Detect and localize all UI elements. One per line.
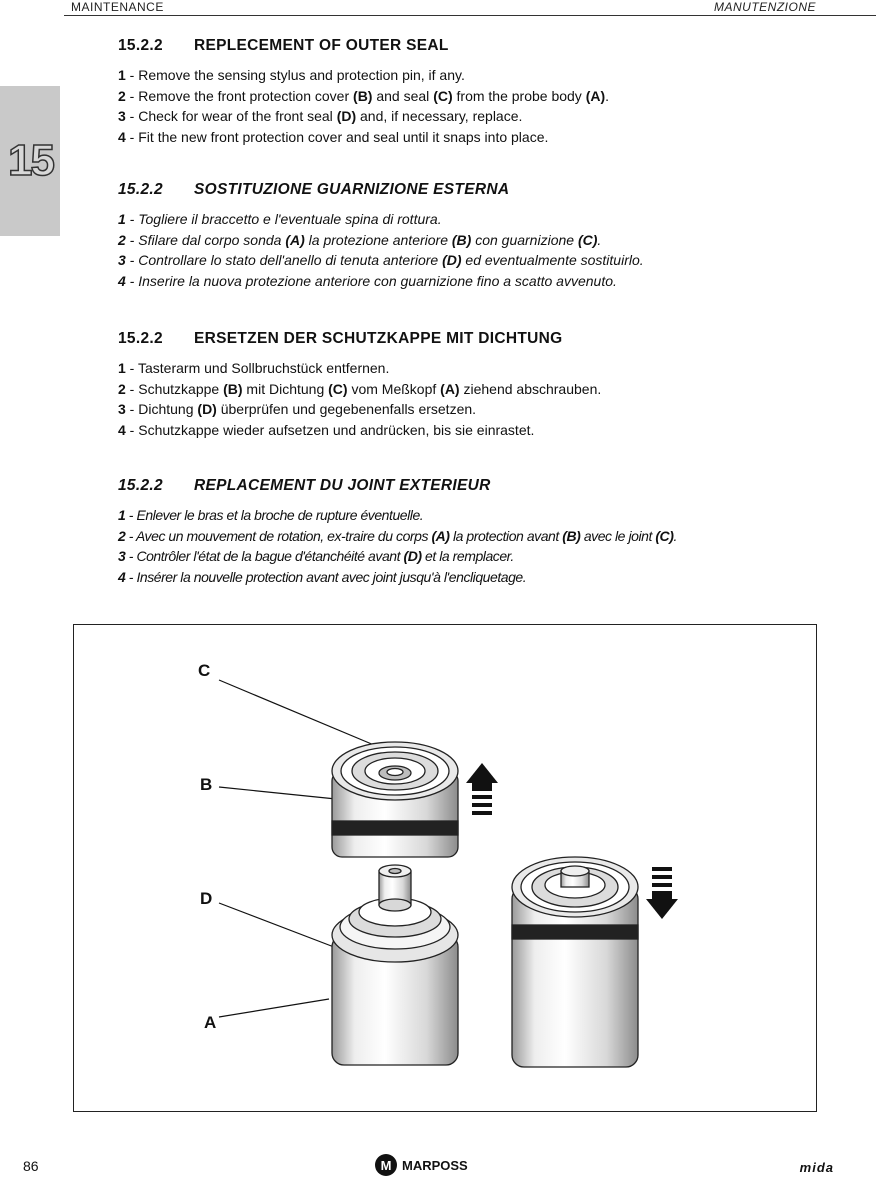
svg-text:M: M	[380, 1158, 392, 1173]
step-number: 1	[118, 211, 126, 227]
step-text: Schutzkappe wieder aufsetzen und andrücken, bis sie einrastet.	[138, 421, 535, 438]
step-item: 3 - Dichtung (D) überprüfen und gegebenenfalls ersetzen.	[118, 401, 477, 417]
section-title: SOSTITUZIONE GUARNIZIONE ESTERNA	[194, 181, 510, 198]
arrow-down-icon	[646, 867, 678, 919]
step-text: überprüfen und gegebenenfalls ersetzen.	[216, 401, 477, 417]
step-text: Check for wear of the front seal	[138, 108, 337, 124]
step-text: .	[597, 231, 602, 248]
step-item: 1 - Togliere il braccetto e l'eventuale spina di rottura.	[118, 211, 442, 227]
step-number: 2	[118, 380, 126, 397]
step-text: Remove the sensing stylus and protection pin, if any.	[138, 67, 465, 83]
step-text: Fit the new front protection cover and seal until it snaps into place.	[138, 128, 549, 145]
probe-body-a	[332, 865, 458, 1065]
step-number: 4	[118, 568, 126, 585]
step-text: Tasterarm und Sollbruchstück entfernen.	[138, 360, 390, 376]
part-reference: (B)	[223, 380, 243, 397]
part-reference: (D)	[336, 108, 357, 124]
section-title: REPLECEMENT OF OUTER SEAL	[194, 37, 449, 54]
section-title: REPLACEMENT DU JOINT EXTERIEUR	[194, 477, 491, 494]
section-heading	[118, 330, 858, 348]
step-item: 3 - Controllare lo stato dell'anello di tenuta anteriore (D) ed eventualmente sostituirlo.	[118, 252, 644, 268]
step-number: 3	[118, 401, 126, 417]
step-text: Dichtung	[138, 401, 198, 417]
step-item: 1 - Tasterarm und Sollbruchstück entfernen.	[118, 360, 390, 376]
step-text: con guarnizione	[471, 231, 578, 248]
step-text: avec le joint	[580, 527, 656, 544]
step-list	[118, 358, 858, 440]
section-number: 15.2.2	[118, 37, 163, 54]
step-item: 4 - Schutzkappe wieder aufsetzen und andrücken, bis sie einrastet.	[118, 421, 535, 438]
protection-cover-b	[332, 742, 458, 857]
step-item: 2 - Remove the front protection cover (B) and seal (C) from the probe body (A).	[118, 87, 610, 104]
step-text: and, if necessary, replace.	[356, 108, 523, 124]
part-reference: (D)	[403, 548, 422, 564]
step-item: 1 - Enlever le bras et la broche de rupture éventuelle.	[118, 507, 424, 523]
figure-label-b: B	[200, 775, 213, 794]
step-number: 2	[118, 231, 126, 248]
step-list	[118, 209, 858, 291]
step-number: 4	[118, 421, 126, 438]
step-text: Inserire la nuova protezione anteriore con guarnizione fino a scatto avvenuto.	[138, 272, 617, 289]
probe-assembly-illustration	[74, 625, 816, 1111]
figure-label-a: A	[204, 1013, 217, 1032]
step-text: Remove the front protection cover	[138, 87, 354, 104]
step-text: la protection avant	[449, 527, 563, 544]
logo-text: MARPOSS	[402, 1158, 468, 1173]
section-number: 15.2.2	[118, 330, 163, 347]
step-text: ed eventualmente sostituirlo.	[461, 252, 644, 268]
part-reference: (A)	[585, 87, 606, 104]
step-text: .	[673, 527, 677, 544]
step-number: 3	[118, 252, 126, 268]
step-item: 4 - Insérer la nouvelle protection avant avec joint jusqu'à l'encliquetage.	[118, 568, 527, 585]
part-reference: (D)	[197, 401, 217, 417]
part-reference: (D)	[442, 252, 462, 268]
part-reference: (C)	[655, 527, 674, 544]
step-text: Enlever le bras et la broche de rupture éventuelle.	[136, 507, 424, 523]
step-list	[118, 65, 858, 147]
part-reference: (A)	[431, 527, 450, 544]
step-item: 2 - Sfilare dal corpo sonda (A) la protezione anteriore (B) con guarnizione (C).	[118, 231, 602, 248]
section-title: ERSETZEN DER SCHUTZKAPPE MIT DICHTUNG	[194, 330, 563, 347]
part-reference: (B)	[451, 231, 472, 248]
step-text: Avec un mouvement de rotation, ex-traire du corps	[135, 527, 432, 544]
step-text: la protezione anteriore	[304, 231, 452, 248]
step-text: Schutzkappe	[138, 380, 224, 397]
assembled-probe	[512, 857, 638, 1067]
step-item: 3 - Check for wear of the front seal (D) and, if necessary, replace.	[118, 108, 523, 124]
section-english	[118, 37, 858, 147]
step-number: 3	[118, 548, 126, 564]
step-text: et la remplacer.	[421, 548, 514, 564]
step-text: vom Meßkopf	[347, 380, 441, 397]
step-number: 4	[118, 272, 126, 289]
marposs-logo	[374, 1150, 504, 1180]
part-reference: (C)	[577, 231, 598, 248]
step-number: 4	[118, 128, 126, 145]
step-item: 4 - Inserire la nuova protezione anteriore con guarnizione fino a scatto avvenuto.	[118, 272, 617, 289]
step-text: and seal	[372, 87, 434, 104]
step-text: from the probe body	[452, 87, 586, 104]
step-item: 1 - Remove the sensing stylus and protection pin, if any.	[118, 67, 465, 83]
step-item: 4 - Fit the new front protection cover and seal until it snaps into place.	[118, 128, 549, 145]
step-text: Togliere il braccetto e l'eventuale spina di rottura.	[138, 211, 442, 227]
step-number: 1	[118, 360, 126, 376]
figure-label-c: C	[198, 661, 211, 680]
brand-name: mida	[799, 1160, 834, 1175]
step-number: 3	[118, 108, 126, 124]
step-item: 2 - Avec un mouvement de rotation, ex-traire du corps (A) la protection avant (B) avec le joint (C).	[118, 527, 677, 544]
chapter-tab	[0, 86, 60, 236]
step-number: 1	[118, 507, 126, 523]
header-left: MAINTENANCE	[71, 0, 164, 14]
part-reference: (C)	[328, 380, 348, 397]
step-list	[118, 505, 858, 587]
step-item: 2 - Schutzkappe (B) mit Dichtung (C) vom Meßkopf (A) ziehend abschrauben.	[118, 380, 602, 397]
step-text: Controllare lo stato dell'anello di tenuta anteriore	[138, 252, 443, 268]
figure-label-d: D	[200, 889, 213, 908]
section-heading	[118, 37, 858, 55]
part-reference: (A)	[285, 231, 305, 248]
part-reference: (A)	[440, 380, 460, 397]
step-number: 2	[118, 87, 126, 104]
step-number: 2	[118, 527, 126, 544]
step-text: mit Dichtung	[242, 380, 329, 397]
section-french	[118, 477, 858, 587]
chapter-number: 15	[8, 136, 53, 185]
section-heading	[118, 477, 858, 495]
part-reference: (B)	[562, 527, 581, 544]
section-heading	[118, 181, 858, 199]
arrow-up-icon	[466, 763, 498, 815]
section-number: 15.2.2	[118, 181, 163, 198]
header-right: MANUTENZIONE	[714, 0, 816, 14]
step-text: ziehend abschrauben.	[459, 380, 602, 397]
part-reference: (C)	[433, 87, 453, 104]
step-text: Contrôler l'état de la bague d'étanchéité avant	[136, 548, 404, 564]
section-german	[118, 330, 858, 440]
section-number: 15.2.2	[118, 477, 163, 494]
step-item: 3 - Contrôler l'état de la bague d'étanchéité avant (D) et la remplacer.	[118, 548, 514, 564]
section-italian	[118, 181, 858, 291]
header-rule	[64, 15, 876, 16]
step-number: 1	[118, 67, 126, 83]
figure-box	[73, 624, 817, 1112]
step-text: Insérer la nouvelle protection avant avec joint jusqu'à l'encliquetage.	[136, 568, 527, 585]
step-text: .	[605, 87, 610, 104]
step-text: Sfilare dal corpo sonda	[138, 231, 286, 248]
part-reference: (B)	[353, 87, 373, 104]
page-number: 86	[23, 1158, 39, 1174]
